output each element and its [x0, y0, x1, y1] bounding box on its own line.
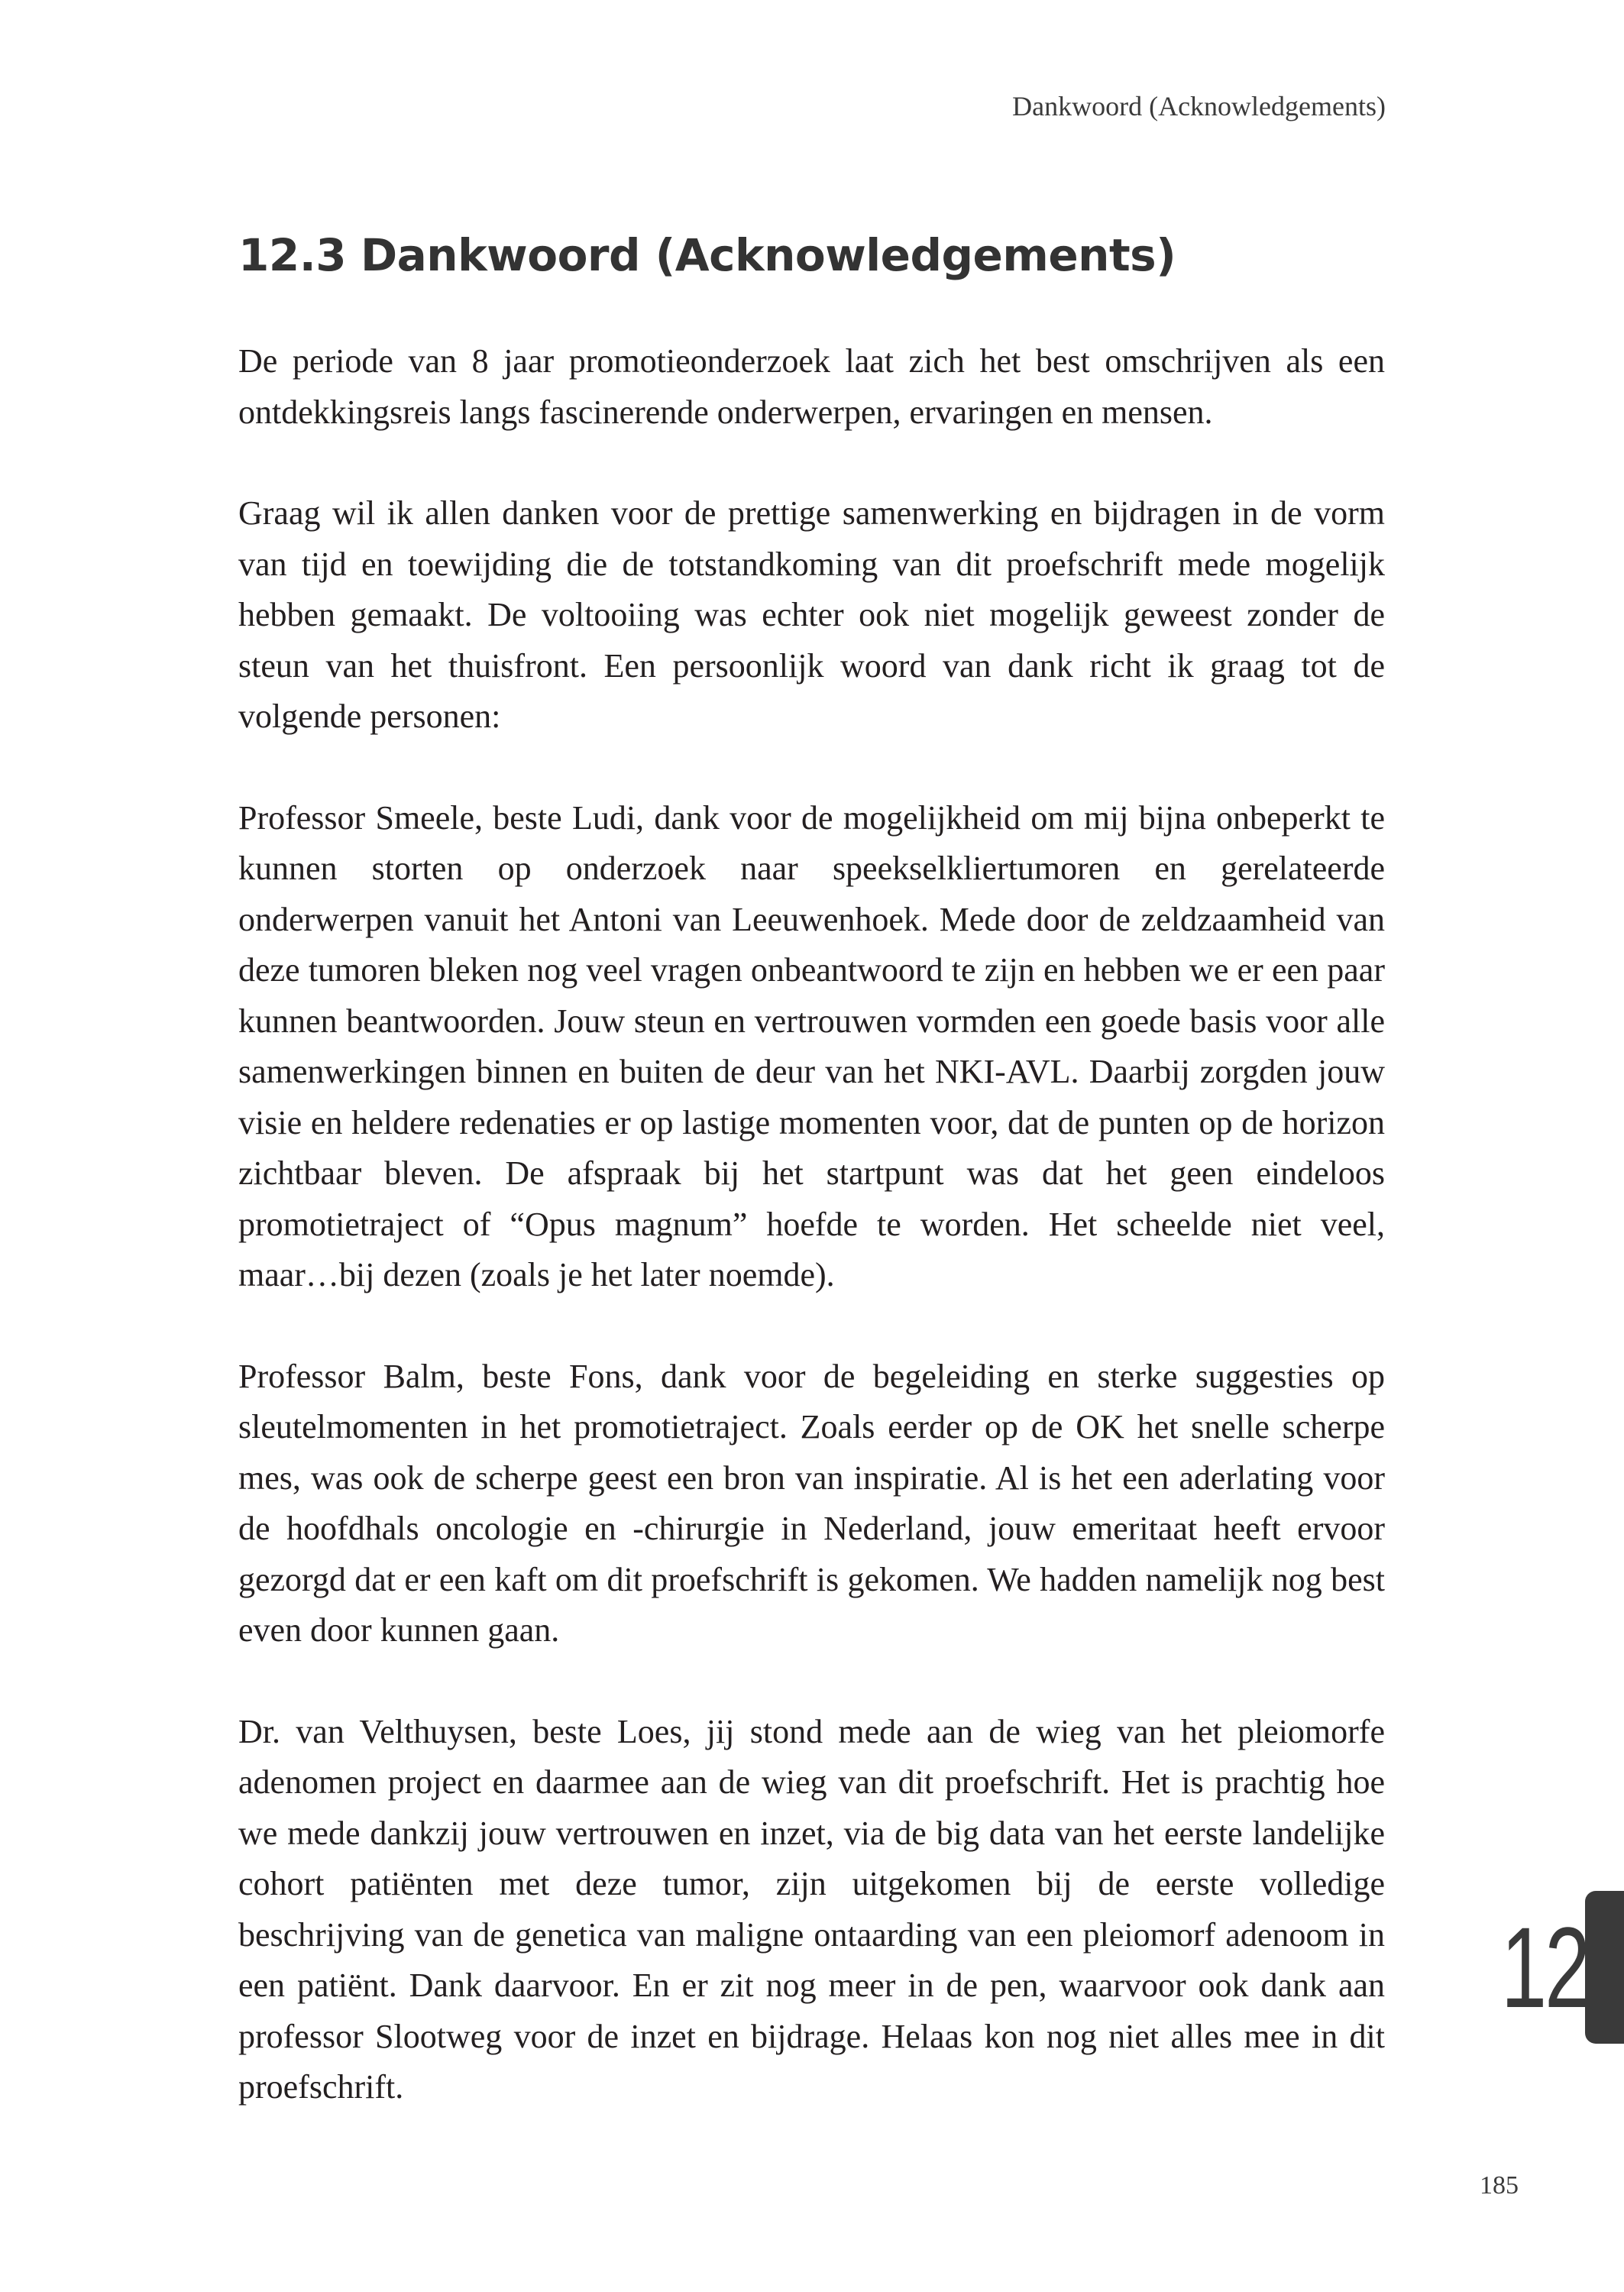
running-header: Dankwoord (Acknowledgements): [1012, 91, 1386, 121]
chapter-number: 12: [1501, 1903, 1589, 2031]
paragraph-thanks-general: Graag wil ik allen danken voor de prettige samenwerking en bijdragen in de vorm van tijd en toewijding die de totstandkoming van dit proefschrift mede mogelijk hebben gemaakt. De voltooiing was echter ook niet mogelijk geweest zonder de steun van het thuisfront. Een persoonlijk woord van dank richt ik graag tot de volgende personen:: [238, 494, 1385, 735]
paragraph-intro: De periode van 8 jaar promotieonderzoek laat zich het best omschrijven als een ontdekkingsreis langs fascinerende onderwerpen, ervaringen en mensen.: [238, 342, 1385, 431]
page-number: 185: [1480, 2171, 1519, 2200]
section-number: 12.3: [238, 229, 347, 281]
chapter-tab-marker: [1585, 1891, 1624, 2044]
body-text: [238, 336, 1385, 2164]
section-heading: [238, 229, 1176, 281]
paragraph-smeele: Professor Smeele, beste Ludi, dank voor de mogelijkheid om mij bijna onbeperkt te kunnen storten op onderzoek naar speekselkliertumoren en gerelateerde onderwerpen vanuit het Antoni van Leeuwenhoek. Mede door de zeldzaamheid van deze tumoren bleken nog veel vragen onbeantwoord te zijn en hebben we er een paar kunnen beantwoorden. Jouw steun en vertrouwen vormden een goede basis voor alle samenwerkingen binnen en buiten de deur van het NKI-AVL. Daarbij zorgden jouw visie en heldere redenaties er op lastige momenten voor, dat de punten op de horizon zichtbaar bleven. De afspraak bij het startpunt was dat het geen eindeloos promotietraject of “Opus magnum” hoefde te worden. Het scheelde niet veel, maar…bij dezen (zoals je het later noemde).: [238, 798, 1385, 1293]
paragraph-velthuysen: Dr. van Velthuysen, beste Loes, jij stond mede aan de wieg van het pleiomorfe adenomen project en daarmee aan de wieg van dit proefschrift. Het is prachtig hoe we mede dankzij jouw vertrouwen en inzet, via de big data van het eerste landelijke cohort patiënten met deze tumor, zijn uitgekomen bij de eerste volledige beschrijving van de genetica van maligne ontaarding van een pleiomorf adenoom in een patiënt. Dank daarvoor. En er zit nog meer in de pen, waarvoor ook dank aan professor Slootweg voor de inzet en bijdrage. Helaas kon nog niet alles mee in dit proefschrift.: [238, 1712, 1385, 2106]
paragraph-balm: Professor Balm, beste Fons, dank voor de begeleiding en sterke suggesties op sleutelmomenten in het promotietraject. Zoals eerder op de OK het snelle scherpe mes, was ook de scherpe geest een bron van inspiratie. Al is het een aderlating voor de hoofdhals oncologie en -chirurgie in Nederland, jouw emeritaat heeft ervoor gezorgd dat er een kaft om dit proefschrift is gekomen. We hadden namelijk nog best even door kunnen gaan.: [238, 1357, 1385, 1649]
section-title: Dankwoord (Acknowledgements): [361, 229, 1176, 281]
